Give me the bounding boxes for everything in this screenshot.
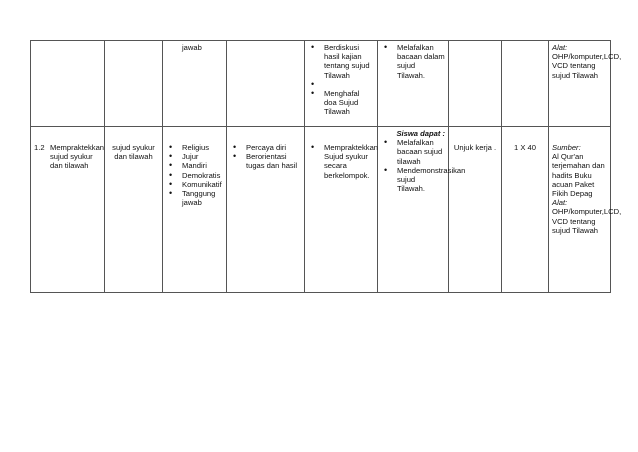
list-item: • Mendemonstrasikan sujud Tilawah. [397,166,445,194]
penilaian-list [381,43,445,80]
list-item: • Demokratis [182,171,223,180]
nilai-item-tail: jawab [182,43,202,52]
list-item: • Menghafal doa Sujud Tilawah [324,89,374,117]
teknik-cell [449,41,502,127]
list-item: • Berdiskusi hasil kajian tentang sujud Tilawah [324,43,374,80]
sumber-cell [549,41,622,127]
nilai-cell [163,127,227,293]
kegiatan-list [308,143,379,180]
kd-text: Mempraktekkan sujud syukur dan tilawah [50,143,105,171]
penilaian-list [381,138,466,194]
list-item: • Tanggung jawab [182,189,223,207]
list-item: • Mempraktekkan Sujud syukur secara berkelompok. [324,143,374,180]
waktu-cell [502,127,549,293]
nilai-cell [163,41,227,127]
table-row [31,41,611,127]
waktu-cell [502,41,549,127]
list-item: • Komunikatif [182,180,223,189]
list-item: • Jujur [182,152,223,161]
list-item: • Percaya diri [246,143,301,152]
list-item: • Mandiri [182,161,223,170]
list-item: • Berorientasi tugas dan hasil [246,152,301,170]
kewirausahaan-list [230,143,301,171]
materi-cell [105,127,163,293]
penilaian-cell [378,127,466,293]
materi-cell [105,41,163,127]
penilaian-cell [378,41,449,127]
syllabus-table [30,40,622,293]
alat-label: Alat: [552,198,568,208]
teknik-cell [449,127,502,293]
kd-number: 1.2 [34,143,45,152]
kegiatan-cell [305,41,378,127]
kewirausahaan-cell [227,41,305,127]
kd-cell [31,41,105,127]
table-row [31,127,611,293]
nilai-list [166,143,223,207]
list-item: • Melafalkan bacaan sujud tilawah [397,138,445,166]
sumber-cell [549,127,622,293]
waktu-text: 1 X 40 [514,143,536,152]
materi-text: sujud syukur dan tilawah [112,143,155,162]
sumber-label: Sumber: [552,143,581,152]
list-item: • Religius [182,143,223,152]
kegiatan-list [308,43,374,116]
sumber-text: Al Qur'an terjemahan dan hadits Buku acuan Paket Fikih Depag [552,152,605,199]
alat-text: OHP/komputer,LCD, VCD tentang sujud Tilawah [552,52,622,80]
alat-label: Alat: [552,43,568,52]
penilaian-heading: Siswa dapat : [396,129,445,138]
spacer [324,80,374,89]
list-item: • Melafalkan bacaan dalam sujud Tilawah. [397,43,445,80]
kewirausahaan-cell [227,127,305,293]
teknik-text: Unjuk kerja . [453,143,497,152]
kd-cell [31,127,105,293]
kegiatan-cell [305,127,378,293]
alat-text: OHP/komputer,LCD, VCD tentang sujud Tilawah [552,207,622,235]
